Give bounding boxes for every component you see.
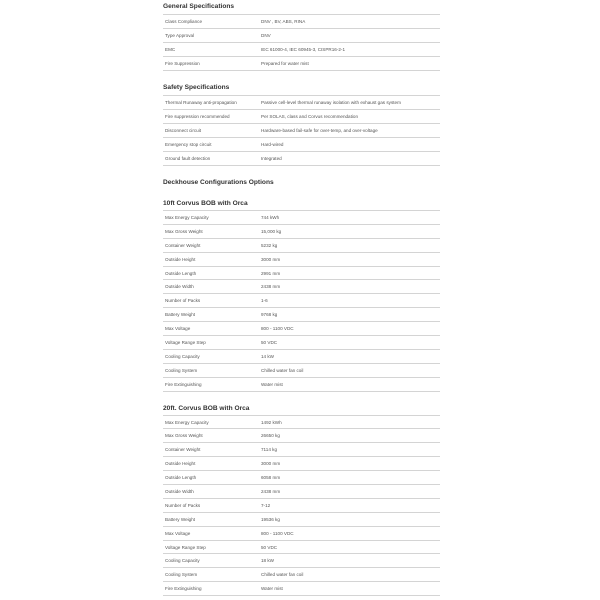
spec-row <box>163 582 440 596</box>
spec-value: Water mist <box>261 586 283 592</box>
config-10ft-heading: 10ft Corvus BOB with Orca <box>163 200 248 207</box>
spec-value: 5232 kg <box>261 242 278 248</box>
spec-value: Prepared for water mist <box>261 61 309 66</box>
spec-value: 14 kW <box>261 353 275 359</box>
spec-value: 7-12 <box>261 502 271 508</box>
spec-row <box>163 485 440 499</box>
spec-row <box>163 350 440 364</box>
spec-row <box>163 568 440 582</box>
spec-row <box>163 471 440 485</box>
spec-label: Thermal Runaway anti-propagation <box>165 100 237 105</box>
spec-row <box>163 267 440 281</box>
spec-row <box>163 15 440 29</box>
spec-row <box>163 225 440 239</box>
spec-label: Number of Packs <box>165 298 201 304</box>
spec-label: Container Weight <box>165 447 201 453</box>
spec-label: Max Gross Weight <box>165 433 203 439</box>
spec-label: Type Approval <box>165 33 195 38</box>
spec-value: Hard-wired <box>261 142 284 147</box>
spacer <box>163 392 440 403</box>
spec-value: 50 VDC <box>261 544 278 550</box>
spec-row <box>163 96 440 110</box>
spec-value: 7114 kg <box>261 447 278 453</box>
spec-label: Outside Width <box>165 488 194 494</box>
spec-label: Voltage Range Step <box>165 544 206 550</box>
config-10ft-table <box>163 211 440 392</box>
spec-label: Max Energy Capacity <box>165 214 209 220</box>
spec-label: Fire suppression recommended <box>165 114 230 119</box>
spec-value: 6058 mm <box>261 475 281 481</box>
spec-row <box>163 457 440 471</box>
spec-row <box>163 280 440 294</box>
spec-value: Per SOLAS, class and Corvus recommendation <box>261 114 359 119</box>
spec-value: Hardware-based fail-safe for over-temp, and over-voltage <box>261 128 378 133</box>
general-specs-heading: General Specifications <box>163 3 235 10</box>
spec-value: Water mist <box>261 381 283 387</box>
spec-value: Chilled water fan coil <box>261 572 304 578</box>
spec-row <box>163 541 440 555</box>
spec-label: Number of Packs <box>165 502 201 508</box>
spec-label: Max Voltage <box>165 530 191 536</box>
spec-label: Fire Extinguishing <box>165 381 202 387</box>
spec-value: 50 VDC <box>261 339 278 345</box>
spec-row <box>163 364 440 378</box>
spec-value: 3000 mm <box>261 461 281 467</box>
spec-value: 9768 kg <box>261 312 278 318</box>
spec-label: Container Weight <box>165 242 201 248</box>
spec-label: Max Gross Weight <box>165 228 203 234</box>
spec-row <box>163 239 440 253</box>
spec-row <box>163 152 440 166</box>
spec-row <box>163 443 440 457</box>
spec-label: Battery Weight <box>165 516 196 522</box>
spec-value: 2438 mm <box>261 284 281 290</box>
spec-value: 1-6 <box>261 298 268 304</box>
safety-specs-table <box>163 96 440 166</box>
spec-row <box>163 124 440 138</box>
config-20ft-heading: 20ft. Corvus BOB with Orca <box>163 404 250 412</box>
spec-label: Class Compliance <box>165 19 203 24</box>
spec-label: Disconnect circuit <box>165 128 201 133</box>
spec-label: Outside Length <box>165 475 197 481</box>
spec-label: Cooling Capacity <box>165 558 200 564</box>
spec-row <box>163 499 440 513</box>
spec-value: 19536 kg <box>261 516 280 522</box>
spec-label: Cooling System <box>165 367 198 373</box>
spec-label: Fire Extinguishing <box>165 586 202 592</box>
spec-row <box>163 43 440 57</box>
spacer <box>163 166 440 176</box>
spec-value: 2438 mm <box>261 488 281 494</box>
spec-label: Fire Suppression <box>165 61 200 66</box>
spec-value: 26650 kg <box>261 433 280 439</box>
spec-label: Emergency stop circuit <box>165 142 212 147</box>
spec-row <box>163 513 440 527</box>
spec-value: Passive cell-level thermal runaway isolation with exhaust gas system <box>261 100 401 105</box>
spacer <box>163 190 440 198</box>
spec-value: 18 kW <box>261 558 275 564</box>
spec-value: Integrated <box>261 156 282 161</box>
spec-row <box>163 322 440 336</box>
spec-row <box>163 308 440 322</box>
spec-row <box>163 110 440 124</box>
spec-label: Outside Height <box>165 256 196 262</box>
spec-value: 800 - 1100 VDC <box>261 530 294 536</box>
spec-label: Voltage Range Step <box>165 339 206 345</box>
spec-value: 2991 mm <box>261 270 281 276</box>
spec-label: Cooling System <box>165 572 198 578</box>
spec-row <box>163 527 440 541</box>
spec-value: DNV <box>261 33 271 38</box>
spec-row <box>163 336 440 350</box>
spec-value: Chilled water fan coil <box>261 367 304 373</box>
spec-label: EMC <box>165 47 176 52</box>
spec-label: Outside Height <box>165 461 196 467</box>
spec-value: 1492 kWh <box>261 419 282 425</box>
safety-specs-heading: Safety Specifications <box>163 84 230 91</box>
spec-label: Outside Length <box>165 270 197 276</box>
spec-row <box>163 211 440 225</box>
spec-value: DNV , BV, ABS, RINA <box>261 19 306 24</box>
deckhouse-heading: Deckhouse Configurations Options <box>163 179 274 186</box>
spec-label: Max Energy Capacity <box>165 419 209 425</box>
spec-page <box>163 0 440 596</box>
spec-label: Battery Weight <box>165 312 196 318</box>
spec-value: 744 kWh <box>261 214 280 220</box>
spec-row <box>163 57 440 71</box>
spec-label: Cooling Capacity <box>165 353 200 359</box>
spec-label: Outside Width <box>165 284 194 290</box>
spec-label: Ground fault detection <box>165 156 211 161</box>
spacer <box>163 71 440 81</box>
spec-value: 3000 mm <box>261 256 281 262</box>
general-specs-table <box>163 15 440 71</box>
spec-value: 15,000 kg <box>261 228 282 234</box>
spec-row <box>163 378 440 392</box>
spec-row <box>163 138 440 152</box>
config-20ft-table <box>163 416 440 597</box>
spec-row <box>163 29 440 43</box>
spec-row <box>163 429 440 443</box>
spec-row <box>163 294 440 308</box>
spec-value: IEC 61000-4, IEC 60945-3, CISPR16-2-1 <box>261 47 346 52</box>
spec-row <box>163 253 440 267</box>
spec-label: Max Voltage <box>165 326 191 332</box>
spec-value: 800 - 1100 VDC <box>261 326 294 332</box>
spec-row <box>163 416 440 430</box>
spec-row <box>163 554 440 568</box>
